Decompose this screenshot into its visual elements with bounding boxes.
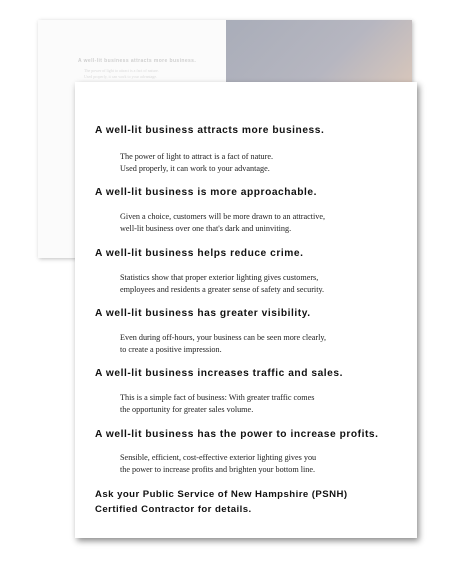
section-heading: A well-lit business has greater visibility. bbox=[95, 308, 311, 319]
closing-line: Certified Contractor for details. bbox=[95, 504, 252, 515]
section-body-line: This is a simple fact of business: With greater traffic comes bbox=[120, 393, 315, 402]
back-sheet-heading: A well-lit business attracts more business. bbox=[78, 58, 197, 64]
section-body-line: employees and residents a greater sense of safety and security. bbox=[120, 285, 325, 294]
back-sheet-line: The power of light to attract is a fact of nature. bbox=[84, 68, 159, 73]
section-body-line: Given a choice, customers will be more drawn to an attractive, bbox=[120, 212, 326, 221]
section-body-line: Sensible, efficient, cost-effective exterior lighting gives you bbox=[120, 453, 317, 462]
section-body-line: Statistics show that proper exterior lighting gives customers, bbox=[120, 273, 319, 282]
section-body-line: Even during off-hours, your business can be seen more clearly, bbox=[120, 333, 326, 342]
section-body-line: well-lit business over one that's dark and uninviting. bbox=[120, 224, 292, 233]
section-body-line: The power of light to attract is a fact of nature. bbox=[120, 152, 273, 161]
section-heading: A well-lit business increases traffic and sales. bbox=[95, 368, 343, 379]
section-heading: A well-lit business helps reduce crime. bbox=[95, 248, 304, 259]
front-sheet bbox=[75, 82, 417, 538]
section-body-line: the opportunity for greater sales volume. bbox=[120, 405, 254, 414]
section-body-line: Used properly, it can work to your advantage. bbox=[120, 164, 270, 173]
section-body-line: the power to increase profits and brighten your bottom line. bbox=[120, 465, 316, 474]
section-body-line: to create a positive impression. bbox=[120, 345, 222, 354]
section-heading: A well-lit business attracts more business. bbox=[95, 125, 325, 136]
closing-line: Ask your Public Service of New Hampshire (PSNH) bbox=[95, 489, 348, 500]
section-heading: A well-lit business has the power to increase profits. bbox=[95, 429, 379, 440]
section-heading: A well-lit business is more approachable. bbox=[95, 187, 318, 198]
back-sheet-line: Used properly, it can work to your advantage. bbox=[84, 74, 158, 79]
